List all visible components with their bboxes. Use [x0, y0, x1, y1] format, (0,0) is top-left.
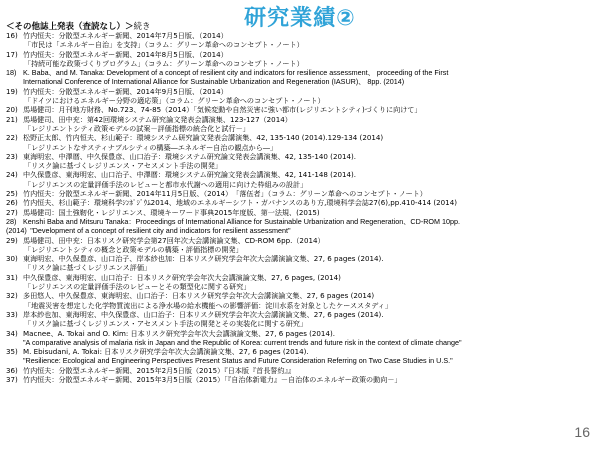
publication-line — [6, 50, 594, 59]
publication-line — [6, 366, 594, 375]
publication-text: 「地震災害を想定した化学物質流出による浄水場の給水機能への影響評価：淀川水系を対象としたケーススタディ」 — [24, 300, 392, 310]
publication-number: 37) — [6, 374, 18, 384]
publication-number: 18) — [6, 68, 17, 78]
publication-number: 19) — [6, 86, 18, 96]
publication-line — [6, 180, 594, 189]
publication-text: 「レジリエントなサスティナブルシティの構築―エネルギー自治の観点から―」 — [24, 142, 278, 152]
publication-line — [6, 105, 594, 114]
publication-line — [6, 310, 594, 319]
publication-line — [6, 77, 594, 86]
publication-text: 馬場健司：国土強靭化・レジリエンス、環境キーワード事典2015年度版、第一法規、(2015) — [23, 207, 320, 217]
publication-line — [6, 217, 594, 226]
publication-line — [6, 236, 594, 245]
publication-text: 「レジリエントシティの概念と政策モデルの構築・評価指標の開発」 — [24, 244, 243, 254]
publication-text: 馬場健司：月刊地方財務、No.723、74-85（2014）「気候変動や自然災害に強い都市(レジリエントシティ)づくりに向けて」 — [23, 105, 422, 115]
publication-line — [6, 273, 594, 282]
publication-text: 竹内恒夫：分散型エネルギー新聞、2014年8月5日版、（2014） — [23, 49, 228, 59]
publication-line — [6, 375, 594, 384]
publication-text: 馬場健司、田中充：日本リスク研究学会第27回年次大会講演論文集、CD-ROM 6pp.（2014） — [23, 235, 325, 245]
publication-line — [6, 263, 594, 272]
publication-number: 22) — [6, 133, 18, 143]
subheading-continued: 続き — [133, 22, 151, 32]
publication-text: 竹内恒夫：分散型エネルギー新聞、2015年3月5日版（2015）「『自治体新電力』－自治体のエネルギー政策の動向－」 — [23, 374, 402, 384]
publication-line — [6, 189, 594, 198]
publication-text: Kenshi Baba and Mitsuru Tanaka：Proceedings of International Alliance for Sustainable Urbanization and Regeneration、CD-ROM 10pp. — [23, 216, 460, 226]
publication-text: 「レジリエントシティ政策モデルの試案－評価指標の統合化と試行－」 — [24, 123, 250, 133]
publication-text: M. Ebisudani, A. Tokai: 日本リスク研究学会年次大会講演論文集、27, 6 pages (2014). — [23, 347, 309, 357]
publication-text: 岸本紗也加、東海明宏、中久保豊彦、山口治子：日本リスク研究学会年次大会講演論文集、27, 6 pages (2014). — [23, 309, 384, 319]
publication-text: 「リスク論に基づくレジリエンス・アセスメント手法の開発」 — [24, 161, 222, 171]
publication-line — [6, 133, 594, 142]
publication-text: 竹内恒夫：分散型エネルギー新聞、2015年2月5日版（2015）『日本版『首長誓約』』 — [23, 365, 296, 375]
publication-number: 21) — [6, 114, 18, 124]
publication-line — [6, 329, 594, 338]
publication-text: 東海明宏、中久保豊彦、山口治子、岸本紗也加：日本リスク研究学会年次大会講演論文集、27, 6 pages (2014). — [23, 254, 384, 264]
publication-text: 「持続可能な政策づくりプログラム」（コラム：グリーン革命へのコンセプト・ノート） — [24, 58, 304, 68]
publication-line — [6, 282, 594, 291]
publication-text: 竹内恒夫：分散型エネルギー新聞、2014年7月5日版、（2014） — [23, 31, 228, 40]
publication-line — [6, 143, 594, 152]
publication-number: 27) — [6, 207, 18, 217]
page-title: 研究業績② — [244, 6, 356, 31]
publication-line — [6, 170, 594, 179]
publication-number: (2014) — [6, 226, 27, 236]
publication-line — [6, 254, 594, 263]
publication-line — [6, 319, 594, 328]
publication-line — [6, 115, 594, 124]
publication-number: 28) — [6, 216, 17, 226]
publication-number: 16) — [6, 31, 18, 40]
publication-text: 「市民は「エネルギー自治」を支持」（コラム：グリーン革命へのコンセプト・ノート） — [24, 40, 304, 50]
publication-text: 「リスク論に基づくレジリエンス・アセスメント手法の開発とその実装化に関する研究」 — [24, 319, 308, 329]
publication-number: 17) — [6, 49, 18, 59]
publication-number: 32) — [6, 291, 18, 301]
publication-number: 30) — [6, 254, 18, 264]
publication-line — [6, 87, 594, 96]
publication-line — [6, 161, 594, 170]
publication-line — [6, 124, 594, 133]
publication-number: 26) — [6, 198, 18, 208]
publication-text: 中久保豊彦、東海明宏、山口治子：日本リスク研究学会年次大会講演論文集、27, 6 pages, (2014) — [23, 272, 341, 282]
publication-line — [6, 152, 594, 161]
publication-line — [6, 301, 594, 310]
publication-text: 竹内恒夫：分散型エネルギー新聞、2014年11月5日版、（2014） 「落伍者」（コラム：グリーン革命へのコンセプト・ノート） — [23, 189, 427, 199]
publication-text: "A comparative analysis of malaria risk in Japan and the Republic of Korea: current trends and future risk in the context of climate change" — [23, 337, 462, 347]
publication-text: 竹内恒夫、杉山範子：環境科学ｼﾝﾎﾟｼﾞｳﾑ2014、地域のエネルギーシフト・ガバナンスのあり方,環境科学会誌27(6),pp.410-414 (2014) — [23, 198, 457, 208]
publication-number: 35) — [6, 347, 18, 357]
publication-text: 多田悠人、中久保豊彦、東海明宏、山口治子：日本リスク研究学会年次大会講演論文集、27, 6 pages (2014) — [23, 291, 375, 301]
publication-text: 「リスク論に基づくレジリエンス評価」 — [24, 263, 152, 273]
publication-number: 29) — [6, 235, 18, 245]
publication-text: 松野正太郎、竹内恒夫、杉山範子：環境システム研究論文発表会講演集、42, 135-140 (2014).129-134 (2014) — [23, 133, 384, 143]
publication-number: 31) — [6, 272, 18, 282]
publication-text: 東海明宏、中澤暦、中久保豊彦、山口治子：環境システム研究論文発表会講演集、42, 135-140 (2014). — [23, 151, 357, 161]
publication-number: 34) — [6, 328, 18, 338]
publication-text: "Resilience: Ecological and Engineering Perspectives Present Status and Future Consideration Referring on Two Case Studies in U.S." — [23, 356, 453, 366]
publication-line — [6, 291, 594, 300]
subheading-label: ＜その他誌上発表（査読なし）＞ — [6, 22, 134, 32]
publication-line — [6, 347, 594, 356]
publication-text: K. Baba、and M. Tanaka: Development of a concept of resilient city and indicators for resilience assessment、 proceeding of the First — [23, 68, 449, 78]
publication-line — [6, 198, 594, 207]
publication-number: 23) — [6, 151, 18, 161]
publication-text: 「レジリエンスの定量評価手法のレビューと都市水代謝への適用に向けた枠組みの設計」 — [24, 179, 308, 189]
publication-text: "Development of a concept of resilient city and indicators for resilient assessment" — [23, 226, 291, 236]
publication-number: 36) — [6, 365, 18, 375]
publication-line — [6, 96, 594, 105]
publication-line — [6, 31, 594, 40]
publication-text: International Conference of International Alliance for Sustainable Urbanization and Regeneration (IASUR)、 8pp. (2014) — [23, 77, 405, 87]
publication-text: 竹内恒夫：分散型エネルギー新聞、2014年9月5日版、（2014） — [23, 86, 228, 96]
publication-line — [6, 59, 594, 68]
publication-number: 33) — [6, 309, 18, 319]
publication-text: 「レジリエンスの定量評価手法のレビューとその類型化に関する研究」 — [24, 282, 251, 292]
publication-line — [6, 226, 594, 235]
publication-line — [6, 245, 594, 254]
page-number: 16 — [574, 424, 590, 440]
publication-line — [6, 40, 594, 49]
publication-text: 「ドイツにおけるエネルギー分野の適応策」（コラム：グリーン革命へのコンセプト・ノート） — [24, 96, 325, 106]
publication-text: 中久保豊彦、東海明宏、山口治子、中澤暦：環境システム研究論文発表会講演集、42, 141-148 (2014). — [23, 170, 357, 180]
publication-number: 25) — [6, 189, 18, 199]
publication-number: 20) — [6, 105, 18, 115]
publication-line — [6, 338, 594, 347]
publication-line — [6, 68, 594, 77]
publication-text: Macnee、A. Tokai and O. Kim: 日本リスク研究学会年次大会講演論文集、27, 6 pages (2014). — [23, 328, 335, 338]
publication-text: 馬場健司、田中充：第42回環境システム研究論文発表会講演集、123-127（2014） — [23, 114, 292, 124]
publication-list — [6, 31, 594, 384]
publication-line — [6, 356, 594, 365]
publication-line — [6, 208, 594, 217]
publication-number: 24) — [6, 170, 18, 180]
